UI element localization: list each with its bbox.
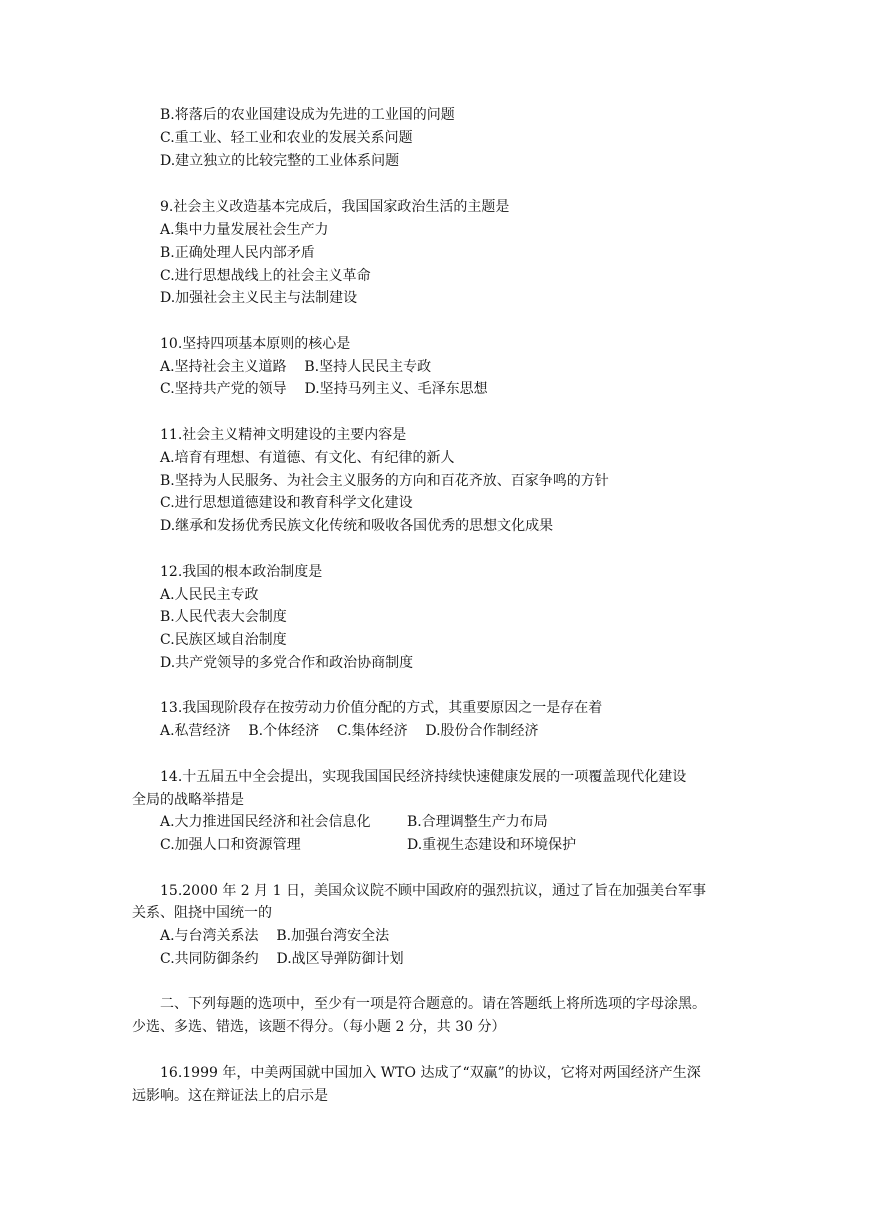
q11-option-a: A.培育有理想、有道德、有文化、有纪律的新人 (160, 450, 455, 466)
q9-option-b: B.正确处理人民内部矛盾 (160, 245, 315, 261)
q11-option-d: D.继承和发扬优秀民族文化传统和吸收各国优秀的思想文化成果 (160, 518, 554, 534)
q9-option-c: C.进行思想战线上的社会主义革命 (160, 268, 371, 284)
q12-option-a: A.人民民主专政 (160, 587, 259, 603)
q11-option-b: B.坚持为人民服务、为社会主义服务的方向和百花齐放、百家争鸣的方针 (160, 473, 609, 489)
q10-options-cd: C.坚持共产党的领导 D.坚持马列主义、毛泽东思想 (160, 381, 488, 397)
section2-instructions-line2: 少选、多选、错选，该题不得分。（每小题 2 分，共 30 分） (132, 1019, 506, 1035)
q9-stem: 9.社会主义改造基本完成后，我国国家政治生活的主题是 (160, 199, 510, 215)
section2-instructions-line1: 二、下列每题的选项中，至少有一项是符合题意的。请在答题纸上将所选项的字母涂黑。 (160, 996, 706, 1012)
q12-option-b: B.人民代表大会制度 (160, 609, 287, 625)
q12-option-c: C.民族区域自治制度 (160, 632, 287, 648)
q13-stem: 13.我国现阶段存在按劳动力价值分配的方式，其重要原因之一是存在着 (160, 700, 603, 716)
q10-stem: 10.坚持四项基本原则的核心是 (160, 336, 351, 352)
q14-stem-line1: 14.十五届五中全会提出，实现我国国民经济持续快速健康发展的一项覆盖现代化建设 (160, 769, 687, 785)
q8-option-c: C.重工业、轻工业和农业的发展关系问题 (160, 130, 413, 146)
q16-stem-line2: 远影响。这在辩证法上的启示是 (132, 1088, 328, 1104)
q14-option-b: B.合理调整生产力布局 (407, 814, 548, 830)
q14-stem-line2: 全局的战略举措是 (132, 792, 244, 808)
q16-stem-line1: 16.1999 年，中美两国就中国加入 WTO 达成了“双赢”的协议，它将对两国经济产生深 (160, 1065, 701, 1081)
q14-option-d: D.重视生态建设和环境保护 (407, 837, 577, 853)
q12-option-d: D.共产党领导的多党合作和政治协商制度 (160, 655, 414, 671)
q11-option-c: C.进行思想道德建设和教育科学文化建设 (160, 495, 413, 511)
q15-options-cd: C.共同防御条约 D.战区导弹防御计划 (160, 951, 404, 967)
q9-option-d: D.加强社会主义民主与法制建设 (160, 290, 358, 306)
q15-options-ab: A.与台湾关系法 B.加强台湾安全法 (160, 928, 390, 944)
q8-option-b: B.将落后的农业国建设成为先进的工业国的问题 (160, 107, 455, 123)
q15-stem-line1: 15.2000 年 2 月 1 日，美国众议院不顾中国政府的强烈抗议，通过了旨在加强美台军事 (160, 883, 706, 899)
q8-option-d: D.建立独立的比较完整的工业体系问题 (160, 153, 400, 169)
q13-options: A.私营经济 B.个体经济 C.集体经济 D.股份合作制经济 (160, 723, 539, 739)
q14-option-c: C.加强人口和资源管理 (160, 837, 301, 853)
q9-option-a: A.集中力量发展社会生产力 (160, 222, 329, 238)
q11-stem: 11.社会主义精神文明建设的主要内容是 (160, 427, 407, 443)
q12-stem: 12.我国的根本政治制度是 (160, 564, 323, 580)
q10-options-ab: A.坚持社会主义道路 B.坚持人民民主专政 (160, 359, 432, 375)
q15-stem-line2: 关系、阻挠中国统一的 (132, 905, 272, 921)
q14-option-a: A.大力推进国民经济和社会信息化 (160, 814, 371, 830)
